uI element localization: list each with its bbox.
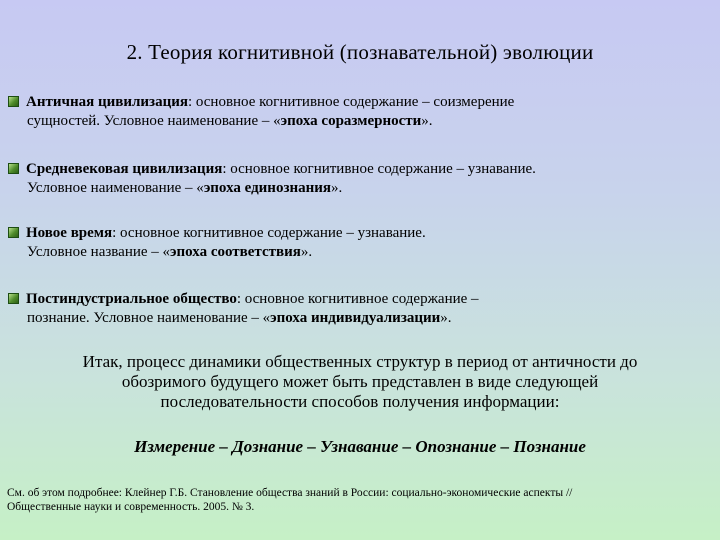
square-bullet-icon [8, 293, 19, 304]
era-name-prefix: познание. Условное наименование – « [27, 310, 271, 326]
summary-line: Итак, процесс динамики общественных структур в период от античности до [82, 352, 638, 371]
square-bullet-icon [8, 163, 19, 174]
page-title: 2. Теория когнитивной (познавательной) эволюции [126, 40, 594, 64]
footnote [7, 486, 713, 514]
era-description: : основное когнитивное содержание – соизмерение [187, 94, 515, 110]
epoch-name: эпоха единознания [203, 180, 332, 196]
epoch-name: эпоха соразмерности [280, 113, 422, 129]
era-name-suffix: ». [440, 310, 452, 326]
era-description: : основное когнитивное содержание – узнавание. [112, 225, 426, 241]
era-description: : основное когнитивное содержание – узнавание. [222, 161, 536, 177]
summary-line: последовательности способов получения информации: [160, 392, 560, 411]
square-bullet-icon [8, 96, 19, 107]
era-name-prefix: сущностей. Условное наименование – « [27, 113, 281, 129]
footnote-line: См. об этом подробнее: Клейнер Г.Б. Становление общества знаний в России: социально-экономические аспекты // [7, 487, 573, 499]
summary-line: обозримого будущего может быть представлен в виде следующей [121, 372, 599, 391]
era-term: Средневековая цивилизация [26, 161, 223, 177]
list-item-postindustrial [8, 290, 708, 328]
list-item-middle-ages [8, 160, 708, 198]
era-name-suffix: ». [331, 180, 343, 196]
era-term: Новое время [26, 225, 113, 241]
list-item-antiquity [8, 93, 708, 131]
epoch-name: эпоха индивидуализации [270, 310, 441, 326]
epoch-name: эпоха соответствия [170, 244, 301, 260]
era-term: Античная цивилизация [26, 94, 188, 110]
era-name-suffix: ». [300, 244, 313, 260]
era-name-suffix: ». [421, 113, 433, 129]
era-name-prefix: Условное название – « [27, 244, 171, 260]
era-description: : основное когнитивное содержание – [236, 291, 479, 307]
list-item-modern-age [8, 224, 708, 262]
square-bullet-icon [8, 227, 19, 238]
summary-paragraph [0, 352, 720, 412]
method-sequence: Измерение – Дознание – Узнавание – Опознание – Познание [134, 437, 586, 456]
footnote-line: Общественные науки и современность. 2005. № 3. [7, 501, 255, 513]
era-name-prefix: Условное наименование – « [27, 180, 204, 196]
era-term: Постиндустриальное общество [26, 291, 237, 307]
